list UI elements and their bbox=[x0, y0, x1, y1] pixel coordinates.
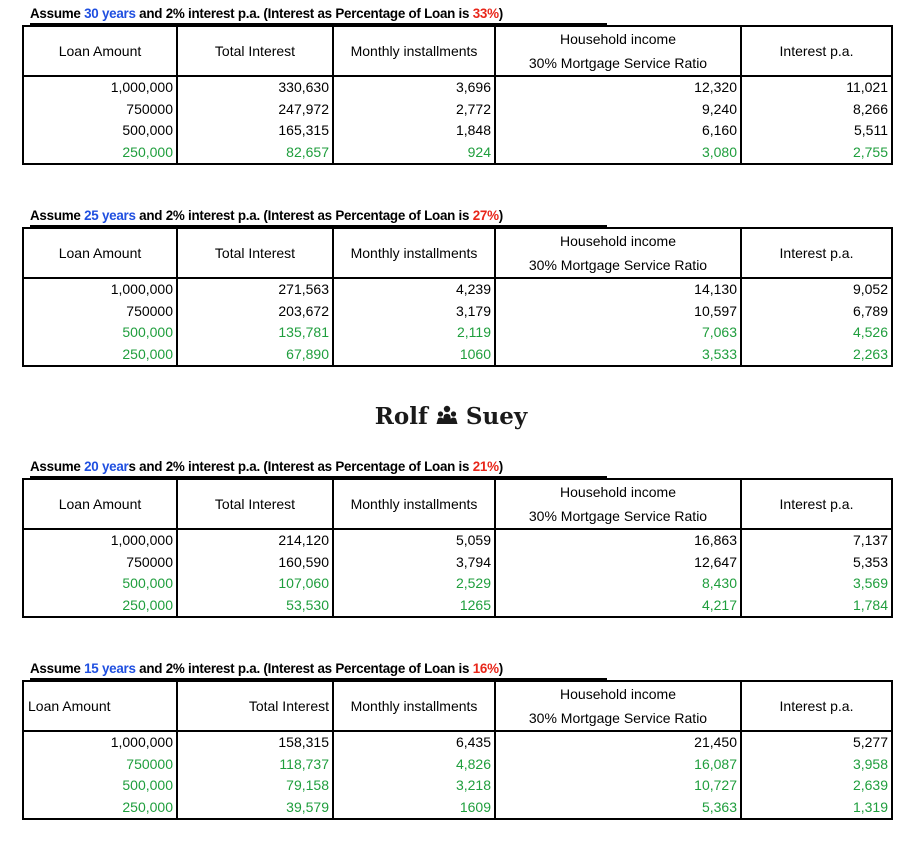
cell-loan-amount: 500,000 bbox=[23, 573, 177, 595]
cell-monthly-installment: 1060 bbox=[333, 344, 495, 367]
cell-household-income: 4,217 bbox=[495, 595, 741, 618]
column-header-loan-amount: Loan Amount bbox=[23, 681, 177, 731]
table-row bbox=[23, 552, 892, 574]
table-row bbox=[23, 344, 892, 367]
cell-interest-pa: 7,137 bbox=[852, 532, 888, 549]
loan-table bbox=[22, 25, 893, 165]
cell-monthly-installment: 2,772 bbox=[333, 99, 495, 121]
cell-loan-amount: 1,000,000 bbox=[23, 731, 177, 754]
table-row bbox=[23, 278, 892, 301]
table-row bbox=[23, 529, 892, 552]
table-row bbox=[23, 76, 892, 99]
loan-table bbox=[22, 478, 893, 618]
cell-total-interest: 79,158 bbox=[177, 775, 333, 797]
header-row bbox=[23, 26, 892, 76]
cell-household-income: 6,160 bbox=[495, 120, 741, 142]
table-heading: Assume 25 years and 2% interest p.a. (Interest as Percentage of Loan is 27%) bbox=[30, 208, 503, 223]
column-header-monthly-installments: Monthly installments bbox=[333, 228, 495, 278]
table-heading: Assume 15 years and 2% interest p.a. (Interest as Percentage of Loan is 16%) bbox=[30, 661, 503, 676]
cell-interest-pa: 3,569 bbox=[852, 575, 888, 592]
column-header-loan-amount: Loan Amount bbox=[23, 228, 177, 278]
cell-interest-pa: 2,755 bbox=[852, 143, 888, 160]
cell-household-income: 7,063 bbox=[495, 322, 741, 344]
cell-total-interest: 271,563 bbox=[177, 278, 333, 301]
cell-total-interest: 82,657 bbox=[177, 142, 333, 165]
table-row bbox=[23, 775, 892, 797]
table-row bbox=[23, 797, 892, 820]
table-row bbox=[23, 731, 892, 754]
cell-total-interest: 160,590 bbox=[177, 552, 333, 574]
cell-interest-pa: 1,784 bbox=[852, 596, 888, 613]
cell-total-interest: 53,530 bbox=[177, 595, 333, 618]
cell-monthly-installment: 924 bbox=[333, 142, 495, 165]
cell-loan-amount: 750000 bbox=[23, 754, 177, 776]
table-heading: Assume 20 years and 2% interest p.a. (Interest as Percentage of Loan is 21%) bbox=[30, 459, 503, 474]
header-row bbox=[23, 479, 892, 529]
column-header-total-interest: Total Interest bbox=[177, 479, 333, 529]
cell-monthly-installment: 3,794 bbox=[333, 552, 495, 574]
cell-loan-amount: 750000 bbox=[23, 301, 177, 323]
cell-household-income: 8,430 bbox=[495, 573, 741, 595]
cell-household-income: 5,363 bbox=[495, 797, 741, 820]
cell-loan-amount: 750000 bbox=[23, 552, 177, 574]
column-header-interest-pa: Interest p.a. bbox=[741, 681, 892, 731]
cell-loan-amount: 500,000 bbox=[23, 322, 177, 344]
cell-total-interest: 330,630 bbox=[177, 76, 333, 99]
table-row bbox=[23, 120, 892, 142]
column-header-total-interest: Total Interest bbox=[177, 681, 333, 731]
cell-total-interest: 135,781 bbox=[177, 322, 333, 344]
cell-interest-pa: 2,263 bbox=[852, 345, 888, 362]
cell-interest-pa: 5,277 bbox=[852, 734, 888, 751]
column-header-loan-amount: Loan Amount bbox=[23, 26, 177, 76]
loan-table bbox=[22, 227, 893, 367]
cell-interest-pa: 3,958 bbox=[852, 755, 888, 772]
cell-loan-amount: 250,000 bbox=[23, 142, 177, 165]
cell-loan-amount: 1,000,000 bbox=[23, 76, 177, 99]
logo-left-word: Rolf bbox=[374, 403, 428, 430]
cell-loan-amount: 500,000 bbox=[23, 120, 177, 142]
column-header-household-income: Household income 30% Mortgage Service Ratio bbox=[495, 479, 741, 529]
cell-interest-pa: 11,021 bbox=[846, 79, 888, 96]
table-row bbox=[23, 99, 892, 121]
cell-interest-pa: 2,639 bbox=[852, 777, 888, 794]
cell-monthly-installment: 6,435 bbox=[333, 731, 495, 754]
cell-total-interest: 67,890 bbox=[177, 344, 333, 367]
column-header-household-income: Household income 30% Mortgage Service Ratio bbox=[495, 681, 741, 731]
cell-interest-pa: 5,511 bbox=[854, 122, 888, 139]
column-header-loan-amount: Loan Amount bbox=[23, 479, 177, 529]
cell-total-interest: 165,315 bbox=[177, 120, 333, 142]
cell-loan-amount: 1,000,000 bbox=[23, 529, 177, 552]
cell-loan-amount: 250,000 bbox=[23, 797, 177, 820]
cell-loan-amount: 250,000 bbox=[23, 595, 177, 618]
cell-total-interest: 247,972 bbox=[177, 99, 333, 121]
cell-total-interest: 107,060 bbox=[177, 573, 333, 595]
people-icon bbox=[436, 401, 458, 435]
column-header-total-interest: Total Interest bbox=[177, 228, 333, 278]
cell-monthly-installment: 1265 bbox=[333, 595, 495, 618]
cell-loan-amount: 500,000 bbox=[23, 775, 177, 797]
column-header-household-income: Household income 30% Mortgage Service Ratio bbox=[495, 26, 741, 76]
column-header-monthly-installments: Monthly installments bbox=[333, 681, 495, 731]
cell-monthly-installment: 4,826 bbox=[333, 754, 495, 776]
cell-household-income: 3,533 bbox=[495, 344, 741, 367]
table-row bbox=[23, 322, 892, 344]
table-row bbox=[23, 754, 892, 776]
cell-household-income: 12,320 bbox=[495, 76, 741, 99]
cell-interest-pa: 1,319 bbox=[852, 798, 888, 815]
cell-monthly-installment: 2,529 bbox=[333, 573, 495, 595]
cell-household-income: 10,727 bbox=[495, 775, 741, 797]
cell-household-income: 16,863 bbox=[495, 529, 741, 552]
table-row bbox=[23, 301, 892, 323]
cell-total-interest: 214,120 bbox=[177, 529, 333, 552]
cell-interest-pa: 6,789 bbox=[852, 302, 888, 319]
cell-monthly-installment: 3,696 bbox=[333, 76, 495, 99]
rolf-suey-logo bbox=[0, 400, 902, 434]
cell-total-interest: 158,315 bbox=[177, 731, 333, 754]
cell-monthly-installment: 1,848 bbox=[333, 120, 495, 142]
cell-monthly-installment: 1609 bbox=[333, 797, 495, 820]
cell-monthly-installment: 3,179 bbox=[333, 301, 495, 323]
cell-total-interest: 39,579 bbox=[177, 797, 333, 820]
cell-interest-pa: 9,052 bbox=[852, 281, 888, 298]
logo-right-word: Suey bbox=[465, 403, 528, 430]
table-row bbox=[23, 573, 892, 595]
column-header-household-income: Household income 30% Mortgage Service Ratio bbox=[495, 228, 741, 278]
cell-loan-amount: 1,000,000 bbox=[23, 278, 177, 301]
table-heading: Assume 30 years and 2% interest p.a. (Interest as Percentage of Loan is 33%) bbox=[30, 6, 503, 21]
cell-monthly-installment: 5,059 bbox=[333, 529, 495, 552]
cell-monthly-installment: 2,119 bbox=[333, 322, 495, 344]
cell-interest-pa: 5,353 bbox=[852, 553, 888, 570]
cell-household-income: 21,450 bbox=[495, 731, 741, 754]
cell-household-income: 3,080 bbox=[495, 142, 741, 165]
column-header-monthly-installments: Monthly installments bbox=[333, 26, 495, 76]
cell-total-interest: 118,737 bbox=[177, 754, 333, 776]
cell-monthly-installment: 4,239 bbox=[333, 278, 495, 301]
column-header-total-interest: Total Interest bbox=[177, 26, 333, 76]
cell-household-income: 9,240 bbox=[495, 99, 741, 121]
table-row bbox=[23, 595, 892, 618]
column-header-interest-pa: Interest p.a. bbox=[741, 26, 892, 76]
header-row bbox=[23, 228, 892, 278]
cell-household-income: 14,130 bbox=[495, 278, 741, 301]
column-header-interest-pa: Interest p.a. bbox=[741, 228, 892, 278]
cell-loan-amount: 750000 bbox=[23, 99, 177, 121]
cell-monthly-installment: 3,218 bbox=[333, 775, 495, 797]
cell-interest-pa: 4,526 bbox=[852, 324, 888, 341]
header-row bbox=[23, 681, 892, 731]
column-header-interest-pa: Interest p.a. bbox=[741, 479, 892, 529]
cell-total-interest: 203,672 bbox=[177, 301, 333, 323]
column-header-monthly-installments: Monthly installments bbox=[333, 479, 495, 529]
cell-household-income: 10,597 bbox=[495, 301, 741, 323]
cell-interest-pa: 8,266 bbox=[852, 100, 888, 117]
loan-table bbox=[22, 680, 893, 820]
cell-household-income: 12,647 bbox=[495, 552, 741, 574]
cell-loan-amount: 250,000 bbox=[23, 344, 177, 367]
table-row bbox=[23, 142, 892, 165]
cell-household-income: 16,087 bbox=[495, 754, 741, 776]
